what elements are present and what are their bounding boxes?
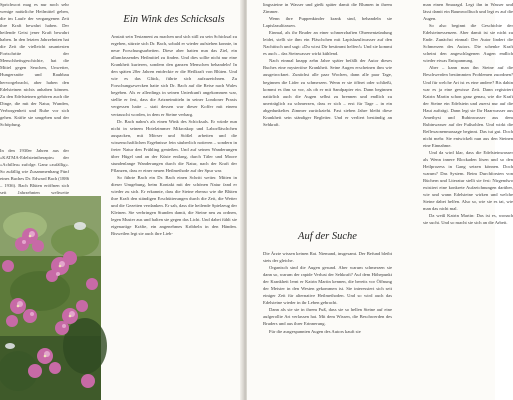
paragraph: Dann als sie sie in ihrem Fuß, dass sie so hellen Steine auf eine aufgerollte Art verlassen hat. Mit dem Wissen, die Beschwerden des Bruders und aus ihrer Erinnerung. [263, 307, 392, 327]
paragraph: Und da wird klar, dass die Edelsteinwasser als Wenn innere Blockaden lösen und so den Heilprozess in Gang setzen können. Doch warum? Das System. Beim Durchforsten von Büchern und Literatur stellt sie fest: Nirgendwo existiert eine konkrete Aufzeichnungen darüber, wie und wann Edelsteine wirken und welche Steine dabei helfen. Also so, wie sie es tat, wie man das nicht mal. [423, 149, 513, 212]
paragraph: Für die ausgespannten Augen des Autors kauft sie [269, 328, 361, 334]
left-page [0, 0, 243, 400]
left-column-1-text [0, 1, 69, 128]
paragraph: So führte Bach ein Dr. Bach einen Schritt weiter. Mitten in dieser Umgebung, beim Kontakt mit der schönen Natur fand er wieder zu sich. Er erkannte, dass die Steine ebenso wie die Blüten ihre Kraft den ständigen Erschütterungen durch die Zeit, die Wetter und die Gezeiten verdanken. Er sah, dass die heilende Spielzeug der Kleinen. Sie verbringen Stunden damit, die Steine neu zu ordnen, legen Muster aus und halten sie gegen das Licht. Und dabei fühlt sie eigenartige Kräfte, ein angenehmes Kribbeln in den Händen. Bisweilen legt sie auch ihre Lieb- [111, 174, 237, 237]
flower-illustration [0, 196, 101, 400]
paragraph: Anstatt sein Testament zu machen und sich still zu sein Schicksal zu ergeben, stürzte sich Dr. Bach, sobald er wieder aufstehen konnte, in neue Forschungsarbeiten. Diese aber hatten nun das Ziel, ein allumfassendes Heilmittel zu finden. Und dies sollte nicht nur eine Krankheit kurieren, sondern den ganzen Menschen behandeln! In den späten 20er Jahren entdeckte er die Heilkraft von Blüten. Und wie es das Glück, führte sich aufzuzeichnen. Zu Forschungszwecken hatte sich Dr. Bach auf die Reise nach Wales begeben. Als er allerdings in seinen Unterkunft angekommen war, stellte er fest, dass die Artzneimitteln in seiner Londoner Praxis vergessen hatte – statt dessen war dieser Koffer mit einem vertauscht worden, in dem er Steine verbarg. [111, 34, 237, 117]
paragraph: So also beginnt die Geschichte der Edelsteinessenzen. Aber damit ist sie nicht zu Ende. Zunächst einmal: Der Autor lindert die Schmerzen des Autors. Die schenke Kraft scheint den angeschlagenen Augen endlich wieder etwas Entspannung. [423, 23, 513, 64]
right-page-column-1 [263, 0, 392, 400]
left-column-2-text [111, 33, 237, 237]
paragraph: Sprichwort mag es nur noch sehr wenige natürliche Heilmittel geben, die im Laufe der vergangenen Zeit ihre Kraft bewahrt haben. Der heilende Geist jener Kraft bewahrt haben. In den letzten Jahrzehnten hat die Zeit die vielleicht rasantesten Fortschritte der Menschheitsgeschichte, hat die Mittel gegen Seuchen, Unwetter, Hungersnöte und Raubbau hervorgebracht, aber haben den Edelsteinen nichts anhaben können. Zu den Edelsteinen gehören auch die Dinge, die mit der Natur, Wunden, Verborgenheit und Ruhe vor sich gehen. Kräfte sie umgeben und der Schöpfung. [0, 2, 69, 127]
left-page-column-2 [111, 0, 237, 400]
right-page [247, 0, 513, 400]
paragraph: In den 1930er Jahren aus der »KATMA-Edelsteintherapie« der »Achillea« zufolge. Ganz »zufällig«. So zufällig wie Zusammenhang Fünf eines Buches Dr. Edward Bach (1886 – 1936). Bach Blüten eröffnen sich seit Jahrzehnten weltweite [0, 148, 69, 196]
paragraph: lingssteine in Wasser und gießt später damit die Blumen in ihrem Zimmer. [263, 2, 392, 15]
section-heading: Auf der Suche [298, 231, 357, 242]
right-column-1-text [263, 1, 392, 128]
paragraph: Dr. Bach nahm's als einen Wink des Schicksals. Er würde nun nicht in seinem Hotelzimmer Mikroskop und Laborfläschchen auspacken, mit Mörser und Stößel arbeiten und die wissenschaftlichen Ergebnisse fein säuberlich notieren – sondern in freier Natur den Frühling genießen. Und auf seinen Wanderungen über Hügel und an der Küste entlang, durch Täler und Moore stundenlange Wanderungen durch die Natur, nach der Kraft der Pflanzen, dass er einer neuen Heilmethode auf der Spur war. [111, 118, 237, 173]
paragraph: Wenn ihre Puppenkinder krank sind, behandeln sie Lapislazulitassen. [263, 16, 392, 29]
right-column-2-text [423, 1, 513, 227]
paragraph: Aber – kann man ihn Steine auf die Beschwerden bestimmten Problemen zuordnen? Und für welche Art ist es eine andere? Bis dahin war es ja eine gewisse Zeit. Dann registriert Katrin Martin schon ganz genau, wie die Kraft der Steine ein Edelstein und zuerst nur auf die Haut aufträgt. Dann legt sie Ihr Haarwasser aus Amethyst und Rubinwasser aus dem Rubinwasser auf der Fußsohlen. Und wirkt die Reflexzonenmassage beginnt. Das tut gut. Doch nicht mehr. Sie entwickelt nun aus den Steinen eine Einnahme. [423, 65, 513, 148]
right-column-1-text-2 [263, 250, 392, 335]
paragraph: Da weiß Katrin Martin: Das ist es, wonach sie sucht. Und so macht sie sich an die Arbeit. [423, 213, 513, 226]
right-page-column-2 [423, 0, 513, 400]
paragraph: Organisch sind die Augen gesund. Aber warum schmerzen sie dann so, warum der rapide Verlust der Sehkraft? Auf dem Höhepunkt der Krankheit lernt er Katrin Martin kennen, die bereits vor Öffnung der Meister in den Westen gekommen ist. Sie interessiert sich seit einiger Zeit für alternative Heilmethoden. Und so wird auch das Edelsteine wieder in ihr Leben gebracht. [263, 265, 392, 306]
section-heading: Ein Wink des Schicksals [123, 14, 225, 25]
paragraph: man einen Smaragd. Legt ihn in Wasser und lässt damit ein Baumwolltuch und legt es auf die Augen. [423, 2, 513, 22]
gemstone-flower-photo [0, 196, 101, 400]
paragraph: Einmal, als ihr Bruder an einer schmerzhaften Ohrenentzündung leidet, stellt sie ihm ein Fläschchen mit Lapislazuliwasser auf den Nachttisch und sagt: »Du wirst Dir bestimmt helfen!« Und sie kommt es auch – das Steinwasser wirkt kühlend. [263, 30, 392, 57]
paragraph: Nach einmal knapp zehn Jahre später befällt der Autor dieses Buches eine mysteriöse Krankheit. Seine Augen erscheinen ihm wie ausgetrocknet. Zunächst alle paar Wochen, dann alle paar Tage, beginnen die Lider zu schmerzen. Wenn er sie öffnet oder schließt, kommt es ihm so vor, als ob er mit Sandpapier ein. Dann beginnen natürlich auch die Augen selbst zu brennen und endlich zu unerträglich zu schmerzen, dass er sich – erst für Tage – in ein abgedunkeltes Zimmer zurückzieht. Fast sieben Jahre bleibt diese Krankheit sein ständiger Begleiter. Und er verliert beständig an Sehkraft. [263, 58, 392, 127]
paragraph: Die Ärzte wissen keinen Rat. Niemand, insgesamt. Der Befund bleibt stets der gleiche. [263, 251, 392, 264]
